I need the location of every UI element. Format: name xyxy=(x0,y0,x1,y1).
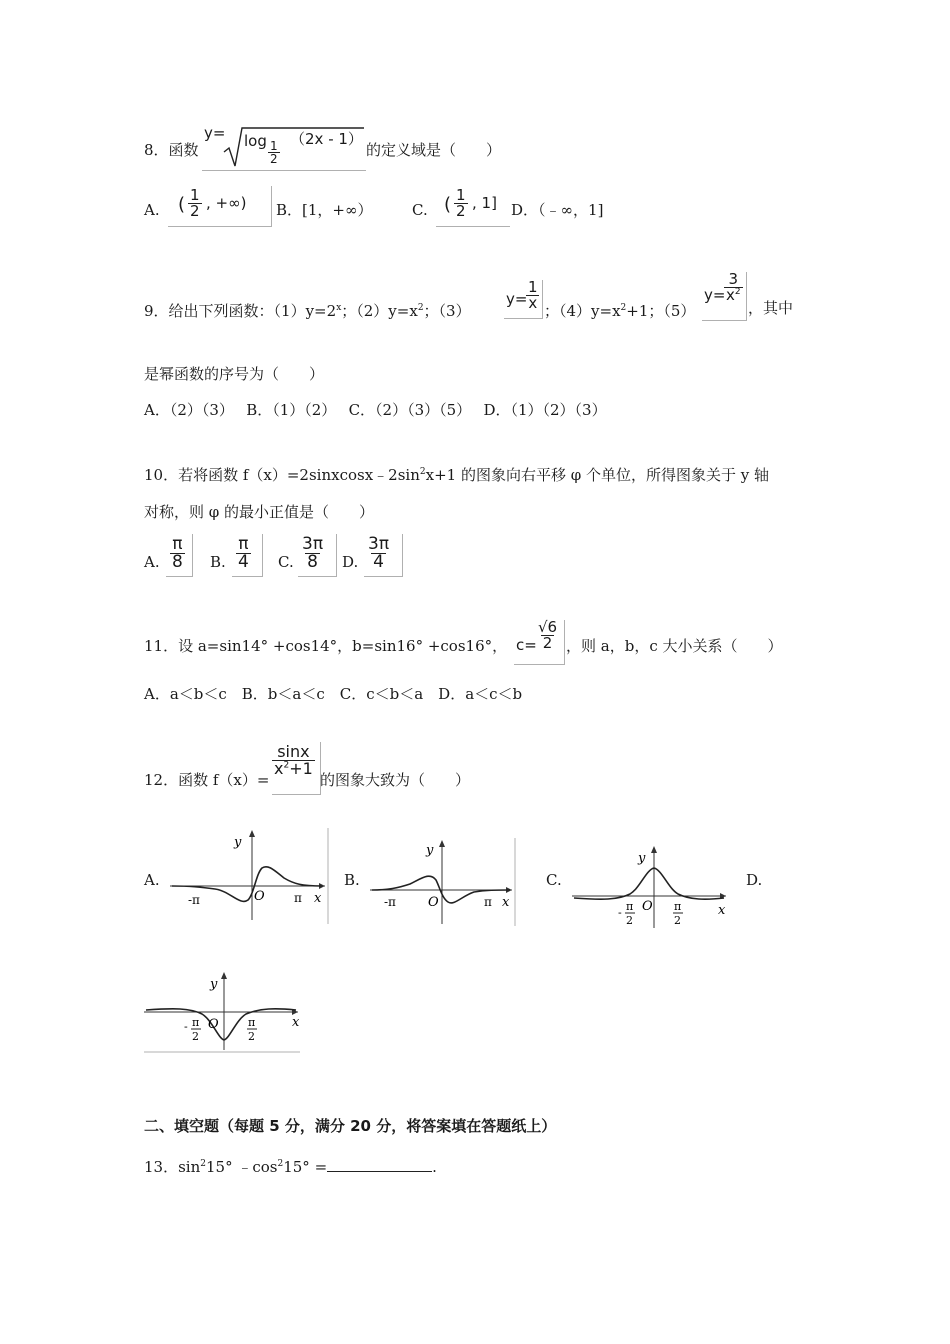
graph-a-pi: π xyxy=(294,891,302,905)
q10-option-c: $\frac{3\pi}{8}$ xyxy=(298,534,337,577)
graph-d-y-label: y xyxy=(210,977,218,992)
q8-a-frac: $\frac{1}{2}$ xyxy=(190,186,200,220)
q9-formula-5: y= $\frac{3}{x^2}$ xyxy=(702,272,747,321)
graph-c-neg-sign: - xyxy=(618,906,622,919)
graph-b-pi: π xyxy=(484,895,492,909)
graph-c xyxy=(572,844,732,934)
q11-formula-c: c= $\frac{√6}{2}$ xyxy=(514,620,565,665)
graph-d-pi-den: 2 xyxy=(248,1030,255,1043)
q12-formula: $\frac{\sin x}{x^2+1}$ xyxy=(272,742,321,795)
q9-options: A．（2）（3） B．（1）（2） C．（2）（3）（5） D．（1）（2）（3） xyxy=(144,401,607,419)
question-12: 12．函数 f（x）= xyxy=(144,771,270,789)
q12-option-b-label: B. xyxy=(344,871,360,889)
q11-line1-end: ，则 a，b，c 大小关系（ ） xyxy=(566,637,783,655)
graph-d xyxy=(144,970,302,1058)
q12-option-c-label: C. xyxy=(546,871,562,889)
q9-line2: 是幂函数的序号为（ ） xyxy=(144,365,325,383)
graph-a-y-label: y xyxy=(234,835,242,850)
graph-a-plot xyxy=(170,828,330,924)
section-2-heading: 二、填空题（每题 5 分，满分 20 分，将答案填在答题纸上） xyxy=(144,1117,557,1135)
graph-b-y-label: y xyxy=(426,843,434,858)
question-10: 10．若将函数 $f(x)=2sinxcosx﹣2\sin^2x+1$ 的图象向右平移 φ 个单位，所得图象关于 y 轴 xyxy=(144,466,770,484)
graph-d-pi-num: π xyxy=(248,1016,256,1029)
q10-option-d: $\frac{3\pi}{4}$ xyxy=(364,534,403,577)
q8-suffix: 的定义域是（ ） xyxy=(366,141,502,159)
q8-option-c-label: C. xyxy=(412,201,428,219)
question-8 xyxy=(144,140,199,160)
q13-answer-blank[interactable] xyxy=(327,1157,432,1172)
q12-suffix-line: 的图象大致为（ ） xyxy=(320,771,471,789)
graph-b-x-label: x xyxy=(502,895,510,910)
q8-c-frac: $\frac{1}{2}$ xyxy=(456,186,466,220)
graph-b xyxy=(370,838,518,930)
q8-option-a: ( $\frac{1}{2}$ , +∞) xyxy=(168,186,272,227)
graph-c-pi-num: π xyxy=(674,900,682,913)
graph-d-plot xyxy=(144,970,302,1054)
graph-a-x-label: x xyxy=(314,891,322,906)
q10-option-b: $\frac{\pi}{4}$ xyxy=(232,534,263,577)
graph-c-neg-pi-num: π xyxy=(626,900,634,913)
graph-a-origin: O xyxy=(254,889,265,904)
graph-b-origin: O xyxy=(428,895,439,910)
q11-options: A．a＜b＜c B．b＜a＜c C．c＜b＜a D．a＜c＜b xyxy=(144,685,523,703)
q8-formula xyxy=(202,122,366,171)
question-13: 13．$\sin^215^\circ$ $﹣\cos^215^\circ$ = . xyxy=(144,1158,437,1176)
q10-option-a-label: A. xyxy=(144,553,160,571)
q12-option-d-label: D. xyxy=(746,871,763,889)
graph-c-origin: O xyxy=(642,899,653,914)
graph-c-neg-pi-den: 2 xyxy=(626,914,633,927)
q8-option-a-label: A. xyxy=(144,201,160,219)
graph-b-neg-pi: -π xyxy=(384,895,396,909)
q10-line2: 对称，则 φ 的最小正值是（ ） xyxy=(144,503,375,521)
q8-log-arg: （2x - 1） xyxy=(290,130,363,148)
graph-c-plot xyxy=(572,844,732,930)
q8-option-c: ( $\frac{1}{2}$ , 1] xyxy=(436,186,510,227)
q8-prefix: 8．函数 xyxy=(144,141,199,159)
graph-c-x-label: x xyxy=(718,903,726,918)
graph-d-origin: O xyxy=(208,1017,219,1032)
graph-c-pi-den: 2 xyxy=(674,914,681,927)
q8-options xyxy=(144,200,160,220)
q8-log: log xyxy=(244,132,267,150)
graph-d-x-label: x xyxy=(292,1015,300,1030)
q10-option-c-label: C. xyxy=(278,553,294,571)
graph-d-neg-pi-num: π xyxy=(192,1016,200,1029)
q10-option-b-label: B. xyxy=(210,553,226,571)
q9-line1-end: ，其中 xyxy=(748,299,794,317)
q12-option-a-label: A. xyxy=(144,871,160,889)
q8-suffix-line xyxy=(366,140,501,160)
q8-option-d: D．（﹣∞，1] xyxy=(511,201,604,219)
q8-option-c-line xyxy=(412,200,428,220)
q8-option-b-line xyxy=(276,200,372,220)
graph-a-neg-pi: -π xyxy=(188,893,200,907)
graph-d-neg-sign: - xyxy=(184,1020,188,1033)
question-11: 11．设 a=sin14° +cos14°，b=sin16° +cos16°， xyxy=(144,637,508,655)
q10-option-d-label: D. xyxy=(342,553,359,571)
question-9: 9．给出下列函数：$(1)y=2^x$；$(2)y=x^2$；（3） xyxy=(144,302,471,320)
q9-line1-cont: ；$(4)y=x^2+1$；（5） xyxy=(544,302,696,320)
graph-b-plot xyxy=(370,838,518,926)
q8-log-base: $\frac{1}{2}$ xyxy=(270,139,278,166)
q8-formula-y: y= xyxy=(204,124,226,142)
graph-a xyxy=(170,828,330,928)
q8-option-b: B．[1，+∞） xyxy=(276,201,373,219)
q9-formula-3: y= $\frac{1}{x}$ xyxy=(504,280,543,319)
q10-option-a: $\frac{\pi}{8}$ xyxy=(166,534,193,577)
q8-option-d-line xyxy=(511,200,603,220)
graph-c-y-label: y xyxy=(638,851,646,866)
graph-d-neg-pi-den: 2 xyxy=(192,1030,199,1043)
